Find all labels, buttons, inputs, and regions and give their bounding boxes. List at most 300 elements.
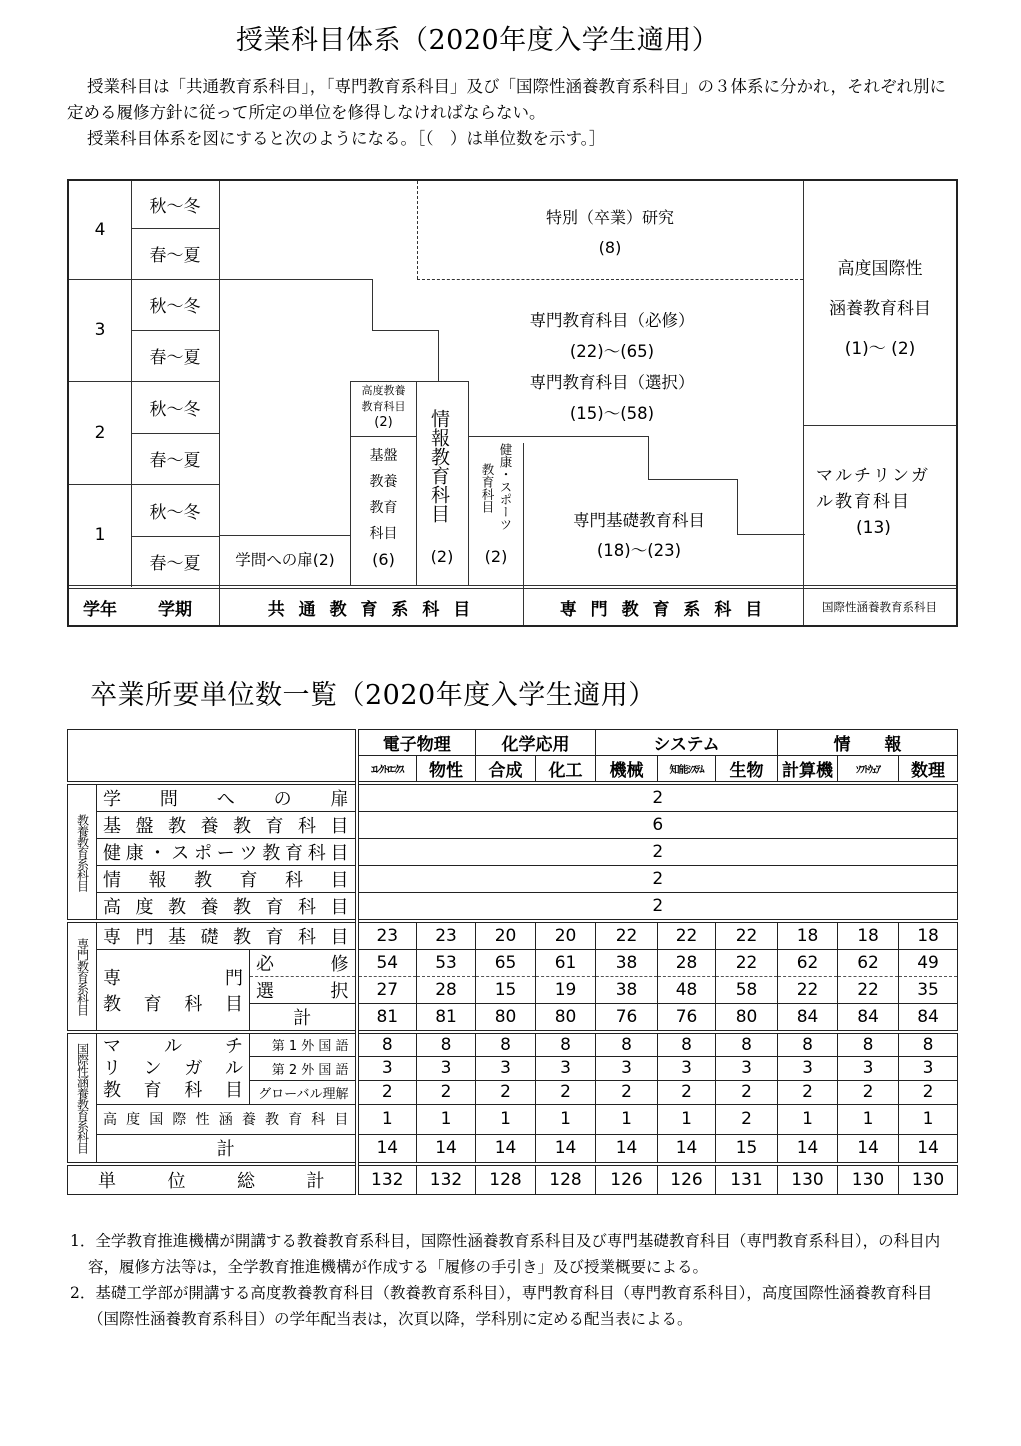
- credit-value: 1: [536, 1104, 596, 1134]
- label-char: 基: [168, 927, 186, 948]
- major-row: [68, 950, 958, 977]
- divider: [219, 535, 351, 536]
- note-2: 2．基礎工学部が開講する高度教養教育科目（教養教育系科目），専門教育科目（専門教育系科目），高度国際性涵養教育科目（国際性涵養教育系科目）の学年配当表は，次頁以降，学科別に定める配当表による。: [70, 1284, 933, 1328]
- credit-value: 14: [838, 1134, 899, 1164]
- credit-value: 3: [716, 1056, 778, 1080]
- label-char: 高: [103, 1112, 117, 1128]
- credit-value: 8: [417, 1032, 476, 1056]
- label-char: 選: [256, 981, 274, 1002]
- department-header: 電子物理: [357, 730, 476, 756]
- term-spring-summer: 春～夏: [149, 451, 201, 471]
- label-char: 基: [103, 816, 121, 837]
- year-1: 1: [94, 525, 106, 545]
- credit-value: 18: [838, 921, 899, 950]
- credit-value: 54: [357, 950, 417, 977]
- note-1: 1．全学教育推進機構が開講する教養教育系科目，国際性涵養教育系科目及び専門基礎教育科目（専門教育系科目），の科目内容，履修方法等は，全学教育推進機構が作成する「履修の手引き」及び授業概要による。: [70, 1232, 941, 1276]
- row-label: [97, 866, 355, 892]
- major-elective-name: 専門教育科目（選択）: [529, 373, 695, 392]
- credit-value: 8: [357, 1032, 417, 1056]
- intro-text-1: 授業科目は「共通教育系科目」，「専門教育系科目」及び「国際性涵養教育系科目」の３体系に分かれ，それぞれ別に定める履修方針に従って所定の単位を修得しなければならない。: [67, 77, 946, 122]
- credit-value: 62: [778, 950, 838, 977]
- multilingual-name1: マルチリンガ: [816, 466, 930, 486]
- label-char: 教: [168, 897, 186, 918]
- label-char: 目: [224, 994, 243, 1015]
- divider: [648, 479, 737, 480]
- advanced-liberal-block: [351, 383, 416, 431]
- major-basic-name: 専門基礎教育科目: [573, 511, 705, 530]
- label-char: 門: [135, 927, 154, 948]
- label-char: 涵: [218, 1112, 233, 1128]
- info-credits: (2): [430, 547, 454, 566]
- year-3: 3: [94, 320, 106, 340]
- label-char: 択: [330, 981, 349, 1002]
- credit-value: 3: [536, 1056, 596, 1080]
- basic-liberal-line: 教養: [369, 474, 398, 490]
- credit-value: 23: [357, 921, 417, 950]
- credit-value: 15: [716, 1134, 778, 1164]
- label-char: 目: [330, 897, 349, 918]
- label-char: 科: [184, 1079, 203, 1101]
- label-char: の: [273, 789, 292, 810]
- divider: [469, 436, 649, 437]
- row-label: 計: [293, 1008, 312, 1029]
- credit-value: 28: [417, 977, 476, 1004]
- department-header: 化学応用: [476, 730, 596, 756]
- term-spring-summer: 春～夏: [149, 348, 201, 368]
- header-row-departments: [68, 730, 958, 756]
- label-char: 育: [285, 843, 303, 864]
- course-header: 計算機: [778, 756, 838, 784]
- label-char: 科: [307, 843, 326, 864]
- major-elective-credits: (15)～(58): [569, 404, 655, 423]
- credit-value: 1: [476, 1104, 536, 1134]
- label-char: 国: [149, 1112, 164, 1128]
- label-char: ・: [148, 843, 167, 864]
- credit-value: 128: [536, 1164, 596, 1194]
- group-label-international: [68, 1032, 97, 1164]
- credit-value: 20: [476, 921, 536, 950]
- label-char: 専: [103, 968, 121, 989]
- row-label: 第 1 外 国 語: [250, 1032, 357, 1056]
- liberal-row: [68, 893, 958, 922]
- label-char: 度: [135, 897, 154, 918]
- footer-common: 共 通 教 育 系 科 目: [267, 599, 475, 620]
- label-char: 単: [98, 1170, 116, 1192]
- credit-value: 2: [596, 1080, 658, 1104]
- research-credits: (8): [598, 238, 622, 257]
- credit-value: 58: [716, 977, 778, 1004]
- label-char: 養: [200, 897, 219, 918]
- term-spring-summer: 春～夏: [149, 553, 201, 574]
- credit-value: 28: [658, 950, 716, 977]
- credit-value: 8: [838, 1032, 899, 1056]
- course-header: 化工: [536, 756, 596, 784]
- label-char: 健: [103, 843, 121, 864]
- credit-value: 3: [899, 1056, 958, 1080]
- credit-value: 8: [476, 1032, 536, 1056]
- credit-value: 22: [596, 921, 658, 950]
- credit-value: 22: [778, 977, 838, 1004]
- credit-value: 14: [476, 1134, 536, 1164]
- credit-value: 8: [536, 1032, 596, 1056]
- multilingual-credits: (13): [856, 518, 891, 538]
- credit-value: 2: [899, 1080, 958, 1104]
- footer-term: 学期: [158, 599, 192, 620]
- label-char: 修: [330, 954, 349, 975]
- label-char: 学: [103, 789, 121, 810]
- label-char: 盤: [135, 816, 154, 837]
- advanced-liberal-name1: 高度教養: [361, 384, 406, 397]
- credit-value: 8: [658, 1032, 716, 1056]
- divider: [803, 181, 804, 625]
- course-header: 知能ｼｽﾃﾑ: [658, 756, 716, 784]
- credit-value: 130: [899, 1164, 958, 1194]
- advanced-intl-name2: 涵養教育科目: [829, 299, 931, 319]
- curriculum-diagram: [67, 179, 958, 627]
- health-name2: 教育科目: [480, 463, 495, 513]
- label-char: 育: [265, 816, 284, 837]
- credit-value: 81: [417, 1004, 476, 1033]
- label-char: 教: [264, 1112, 279, 1128]
- label-char: 扉: [330, 789, 349, 810]
- label-char: ガ: [184, 1057, 203, 1079]
- credit-value: 84: [899, 1004, 958, 1033]
- credit-value: 19: [536, 977, 596, 1004]
- group-label-text: 教養教育系科目: [75, 813, 90, 891]
- credit-value: 1: [899, 1104, 958, 1134]
- credit-value: 23: [417, 921, 476, 950]
- label-char: 目: [330, 816, 349, 837]
- credit-value: 80: [476, 1004, 536, 1033]
- label-char: 問: [159, 789, 178, 810]
- credit-value: 2: [357, 783, 958, 812]
- credit-value: 14: [778, 1134, 838, 1164]
- intro-text-2: 授業科目体系を図にすると次のようになる。［（ ）は単位数を示す。］: [87, 129, 606, 148]
- footer-specialized: 専 門 教 育 系 科 目: [559, 599, 767, 620]
- info-name: 情報教育科目: [428, 409, 450, 523]
- page-title-curriculum: 授業科目体系（2020年度入学生適用）: [236, 25, 720, 56]
- multilingual-row: [68, 1032, 958, 1056]
- credit-value: 15: [476, 977, 536, 1004]
- credit-value: 14: [899, 1134, 958, 1164]
- credit-value: 62: [838, 950, 899, 977]
- term-spring-summer: 春～夏: [149, 246, 201, 266]
- credit-value: 22: [658, 921, 716, 950]
- credit-value: 128: [476, 1164, 536, 1194]
- label-char: 礎: [200, 927, 219, 948]
- label-char: 科: [311, 1112, 326, 1128]
- course-header: 数理: [899, 756, 958, 784]
- label-char: 位: [167, 1170, 186, 1192]
- multilingual-label: [97, 1036, 249, 1102]
- credit-value: 1: [778, 1104, 838, 1134]
- credit-value: 80: [716, 1004, 778, 1033]
- basic-liberal-line: 教育: [369, 500, 398, 516]
- label-char: リ: [103, 1057, 121, 1079]
- term-autumn-winter: 秋～冬: [149, 399, 201, 420]
- credit-value: 126: [658, 1164, 716, 1194]
- label-char: 門: [225, 968, 243, 989]
- credit-value: 80: [536, 1004, 596, 1033]
- credit-value: 2: [357, 839, 958, 866]
- credit-value: 1: [838, 1104, 899, 1134]
- credit-value: 131: [716, 1164, 778, 1194]
- label-char: マ: [103, 1035, 121, 1057]
- row-label: [97, 923, 355, 949]
- label-char: ス: [171, 843, 190, 864]
- intro-paragraph: [67, 74, 962, 152]
- credit-value: 132: [417, 1164, 476, 1194]
- credit-value: 38: [596, 950, 658, 977]
- row-label: [68, 1167, 355, 1193]
- credit-value: 35: [899, 977, 958, 1004]
- label-char: 度: [126, 1112, 141, 1128]
- credit-value: 48: [658, 977, 716, 1004]
- department-header: 情 報: [778, 730, 958, 756]
- research-name: 特別（卒業）研究: [545, 208, 674, 227]
- label-char: 性: [195, 1112, 210, 1128]
- liberal-row: [68, 783, 958, 812]
- credit-value: 76: [658, 1004, 716, 1033]
- credit-value: 14: [658, 1134, 716, 1164]
- credits-summary-table: [67, 729, 958, 1195]
- credit-value: 3: [838, 1056, 899, 1080]
- credit-value: 14: [596, 1134, 658, 1164]
- divider: [417, 279, 803, 280]
- group-label-liberal: [68, 783, 97, 921]
- label-char: ポ: [194, 843, 212, 864]
- credit-value: 8: [899, 1032, 958, 1056]
- credit-value: 38: [596, 977, 658, 1004]
- footer-international: 国際性涵養教育系科目: [822, 600, 937, 614]
- credit-value: 22: [716, 950, 778, 977]
- label-char: 教: [194, 870, 212, 891]
- group-label-specialized: [68, 921, 97, 1032]
- credit-value: 65: [476, 950, 536, 977]
- gakumon-block: 学問への扉(2): [235, 551, 335, 569]
- credit-value: 132: [357, 1164, 417, 1194]
- label-char: ー: [216, 843, 235, 864]
- divider: [372, 330, 438, 331]
- row-label: [97, 893, 355, 919]
- group-label-text: 専門教育系科目: [75, 938, 90, 1015]
- grand-total-row: [68, 1164, 958, 1194]
- credit-value: 81: [357, 1004, 417, 1033]
- label-char: ル: [224, 1057, 243, 1079]
- label-char: 目: [330, 870, 349, 891]
- year-2: 2: [94, 422, 106, 443]
- credit-value: 1: [357, 1104, 417, 1134]
- label-char: 教: [233, 897, 251, 918]
- credit-value: 22: [716, 921, 778, 950]
- credit-value: 130: [838, 1164, 899, 1194]
- credit-value: 49: [899, 950, 958, 977]
- label-char: 高: [103, 897, 121, 918]
- credit-value: 14: [417, 1134, 476, 1164]
- row-label: [97, 812, 355, 838]
- divider: [803, 425, 956, 426]
- health-name1: 健康・スポーツ: [498, 443, 513, 531]
- label-char: 育: [143, 1079, 162, 1101]
- major-block: [439, 305, 785, 429]
- major-required-credits: (22)～(65): [569, 342, 655, 361]
- credit-value: 1: [596, 1104, 658, 1134]
- label-char: ル: [164, 1035, 182, 1057]
- credit-value: 6: [357, 812, 958, 839]
- course-header: 生物: [716, 756, 778, 784]
- label-char: 目: [334, 1112, 349, 1128]
- label-char: 目: [224, 1079, 243, 1101]
- advanced-intl-row: [68, 1104, 958, 1134]
- credit-value: 2: [476, 1080, 536, 1104]
- credit-value: 8: [596, 1032, 658, 1056]
- basic-liberal-line: 基盤: [369, 448, 398, 464]
- term-autumn-winter: 秋～冬: [149, 502, 201, 523]
- credit-value: 2: [838, 1080, 899, 1104]
- label-char: 必: [256, 954, 274, 975]
- credit-value: 84: [838, 1004, 899, 1033]
- liberal-row: [68, 866, 958, 893]
- credit-value: 1: [658, 1104, 716, 1134]
- advanced-intl-block: [804, 249, 956, 369]
- label-char: 育: [239, 870, 258, 891]
- credit-value: 3: [417, 1056, 476, 1080]
- label-char: 教: [262, 843, 281, 864]
- label-char: 教: [233, 816, 251, 837]
- research-block: [417, 203, 803, 263]
- credit-value: 2: [536, 1080, 596, 1104]
- row-label: [97, 785, 355, 811]
- major-label: [97, 964, 249, 1016]
- label-char: 情: [103, 870, 121, 891]
- credit-value: 22: [838, 977, 899, 1004]
- term-autumn-winter: 秋～冬: [149, 297, 201, 317]
- major-basic-credits: (18)～(23): [596, 541, 682, 560]
- row-label: [250, 950, 355, 976]
- credit-value: 126: [596, 1164, 658, 1194]
- course-header: 合成: [476, 756, 536, 784]
- major-required-name: 専門教育科目（必修）: [529, 311, 695, 330]
- credit-value: 3: [596, 1056, 658, 1080]
- course-header: 機械: [596, 756, 658, 784]
- credit-value: 20: [536, 921, 596, 950]
- department-header: システム: [596, 730, 778, 756]
- multilingual-block: [816, 463, 956, 541]
- liberal-row: [68, 812, 958, 839]
- divider: [648, 436, 649, 479]
- credit-value: 2: [357, 1080, 417, 1104]
- label-char: 育: [265, 927, 284, 948]
- label-char: 目: [330, 843, 349, 864]
- label-char: 科: [298, 927, 316, 948]
- credit-value: 2: [716, 1080, 778, 1104]
- label-char: 専: [103, 927, 121, 948]
- credit-value: 3: [357, 1056, 417, 1080]
- health-credits: (2): [484, 547, 508, 566]
- label-char: 教: [103, 1079, 121, 1101]
- credit-value: 2: [417, 1080, 476, 1104]
- label-char: 育: [265, 897, 284, 918]
- label-char: 康: [125, 843, 144, 864]
- divider: [219, 279, 372, 280]
- basic-liberal-line: 科目: [369, 526, 398, 542]
- label-char: へ: [216, 789, 235, 810]
- major-basic-block: [524, 506, 754, 566]
- credit-value: 3: [476, 1056, 536, 1080]
- label-char: 育: [143, 994, 162, 1015]
- credit-value: 18: [899, 921, 958, 950]
- year-4: 4: [94, 220, 106, 240]
- credit-value: 14: [357, 1134, 417, 1164]
- row-label: 計: [97, 1134, 357, 1164]
- page-title-credits: 卒業所要単位数一覧（2020年度入学生適用）: [90, 680, 656, 711]
- credit-value: 53: [417, 950, 476, 977]
- row-label: グローバル理解: [250, 1080, 357, 1104]
- label-char: 教: [168, 816, 186, 837]
- credit-value: 84: [778, 1004, 838, 1033]
- multilingual-name2: ル教育科目: [816, 492, 911, 512]
- credit-value: 8: [716, 1032, 778, 1056]
- label-char: 際: [172, 1112, 187, 1128]
- credit-value: 8: [778, 1032, 838, 1056]
- notes: [70, 1228, 962, 1332]
- label-char: 養: [200, 816, 219, 837]
- divider: [350, 381, 468, 382]
- credit-value: 2: [357, 866, 958, 893]
- advanced-liberal-credits: (2): [374, 415, 393, 430]
- label-char: 育: [288, 1112, 303, 1128]
- course-header: ｿﾌﾄｳｪｱ: [838, 756, 899, 784]
- label-char: 総: [237, 1170, 255, 1192]
- label-char: 科: [298, 816, 316, 837]
- label-char: 教: [103, 994, 121, 1015]
- label-char: 教: [233, 927, 251, 948]
- row-label: 第 2 外 国 語: [250, 1056, 357, 1080]
- credit-value: 27: [357, 977, 417, 1004]
- course-header: 物性: [417, 756, 476, 784]
- footer-year: 学年: [83, 599, 117, 620]
- credit-value: 3: [658, 1056, 716, 1080]
- row-label: [97, 1109, 355, 1129]
- advanced-intl-credits: (1)～ (2): [844, 339, 916, 359]
- label-char: 科: [184, 994, 203, 1015]
- label-char: 科: [285, 870, 303, 891]
- group-label-text: 国際性涵養教育系科目: [75, 1043, 90, 1153]
- credit-value: 61: [536, 950, 596, 977]
- label-char: 科: [298, 897, 316, 918]
- basic-liberal-credits: (6): [372, 550, 395, 569]
- credit-value: 2: [357, 893, 958, 922]
- credit-value: 18: [778, 921, 838, 950]
- label-char: 報: [148, 870, 167, 891]
- course-header: ｴﾚｸﾄﾛﾆｸｽ: [357, 756, 417, 784]
- label-char: チ: [225, 1035, 243, 1057]
- basic-liberal-block: [351, 443, 416, 573]
- credit-value: 1: [417, 1104, 476, 1134]
- credit-value: 2: [658, 1080, 716, 1104]
- advanced-liberal-name2: 教育科目: [361, 400, 406, 413]
- label-char: 目: [330, 927, 349, 948]
- label-char: ン: [143, 1057, 162, 1079]
- credit-value: 76: [596, 1004, 658, 1033]
- credit-value: 14: [536, 1134, 596, 1164]
- label-char: 計: [306, 1170, 325, 1192]
- credit-value: 130: [778, 1164, 838, 1194]
- term-autumn-winter: 秋～冬: [149, 197, 201, 217]
- header-corner: [68, 730, 357, 784]
- major-basic-row: [68, 921, 958, 950]
- row-label: [97, 839, 355, 865]
